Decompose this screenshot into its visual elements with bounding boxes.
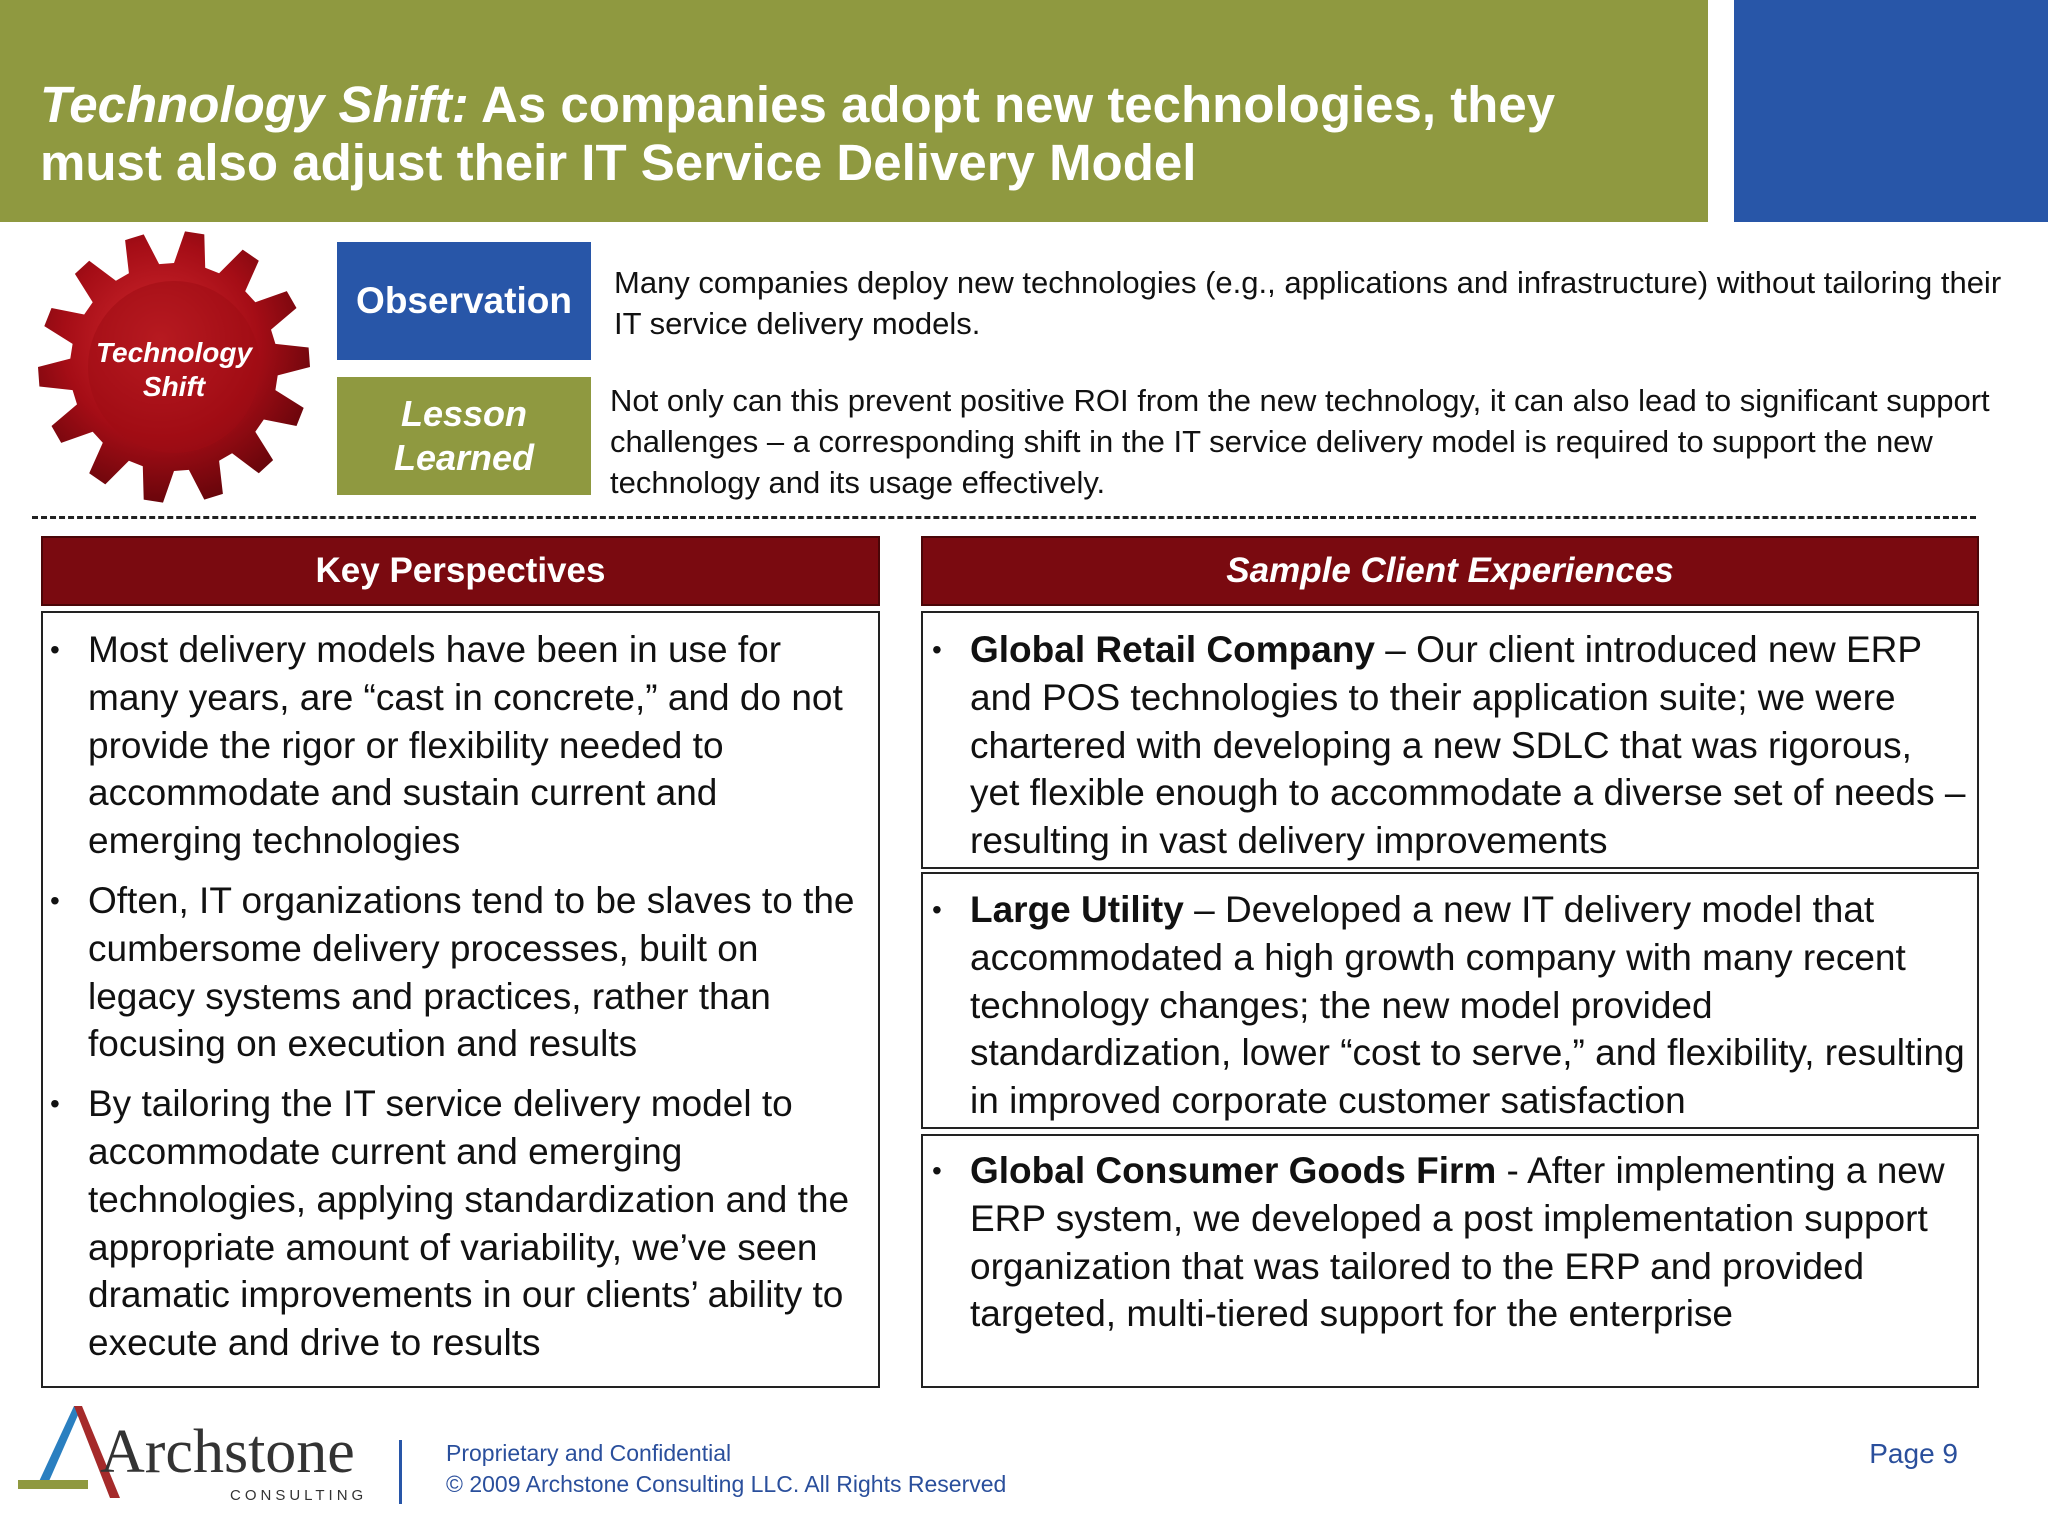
client-name: Large Utility — [970, 889, 1184, 930]
footer-legal — [446, 1438, 1006, 1500]
lesson-label-line2: Learned — [393, 437, 535, 478]
list-item — [970, 886, 1970, 1125]
title-italic: Technology Shift: — [40, 76, 469, 133]
list-item: • Often, IT organizations tend to be slaves to the cumbersome delivery processes, built on legacy systems and practices, rather than focusing on execution and results — [88, 877, 868, 1068]
page-title — [40, 76, 1680, 192]
client-name: Global Consumer Goods Firm — [970, 1150, 1497, 1191]
logo-wordmark: Archstone — [100, 1418, 355, 1486]
client-text: – Developed a new IT delivery model that accommodated a high growth company with many recent technology changes; the new model provided standardization, lower “cost to serve,” and flexibility, resulting in improved corporate customer satisfaction — [970, 889, 1965, 1122]
client-experience-item — [970, 1147, 1970, 1338]
list-item — [970, 626, 1970, 865]
footer-line2: © 2009 Archstone Consulting LLC. All Rights Reserved — [446, 1471, 1007, 1497]
client-text: – Our client introduced new ERP and POS technologies to their application suite; we were chartered with developing a new SDLC that was rigorous, yet flexible enough to accommodate a diverse set of needs – resulting in vast delivery improvements — [970, 629, 1966, 862]
gear-label-line1: Technology — [95, 337, 253, 368]
client-experiences-heading: Sample Client Experiences — [921, 536, 1979, 606]
client-experience-item — [970, 886, 1970, 1125]
key-perspectives-list — [88, 626, 868, 1379]
lesson-learned-label — [337, 377, 591, 495]
lesson-learned-text: Not only can this prevent positive ROI from the new technology, it can also lead to significant support challenges – a corresponding shift in the IT service delivery model is required to support the new technology and its usage effectively. — [610, 383, 1990, 500]
dashed-divider — [32, 516, 1976, 519]
archstone-logo — [16, 1400, 386, 1510]
lesson-label-line1: Lesson — [400, 393, 528, 434]
observation-text: Many companies deploy new technologies (e.g., applications and infrastructure) without tailoring their IT service delivery models. — [614, 265, 2002, 341]
key-perspectives-heading: Key Perspectives — [41, 536, 880, 606]
list-item: • By tailoring the IT service delivery model to accommodate current and emerging technologies, applying standardization and the appropriate amount of variability, we’ve seen dramatic improvements in our clients’ ability to execute and drive to results — [88, 1080, 868, 1367]
list-item — [970, 1147, 1970, 1338]
client-experience-item — [970, 626, 1970, 865]
title-accent-block — [1734, 0, 2048, 222]
client-text: - After implementing a new ERP system, we developed a post implementation support organization that was tailored to the ERP and provided targeted, multi-tiered support for the enterprise — [970, 1150, 1945, 1335]
page-number: Page 9 — [1869, 1438, 1958, 1469]
title-rest: As companies adopt new technologies, they must also adjust their IT Service Delivery Model — [40, 76, 1556, 191]
footer-separator — [399, 1440, 402, 1504]
list-item: • Most delivery models have been in use for many years, are “cast in concrete,” and do not provide the rigor or flexibility needed to accommodate and sustain current and emerging technologies — [88, 626, 868, 865]
client-name: Global Retail Company — [970, 629, 1376, 670]
gear-icon — [32, 222, 316, 512]
logo-subtitle: CONSULTING — [230, 1487, 368, 1504]
observation-label: Observation — [337, 242, 591, 360]
footer-line1: Proprietary and Confidential — [446, 1440, 732, 1466]
gear-label-line2: Shift — [142, 371, 206, 402]
